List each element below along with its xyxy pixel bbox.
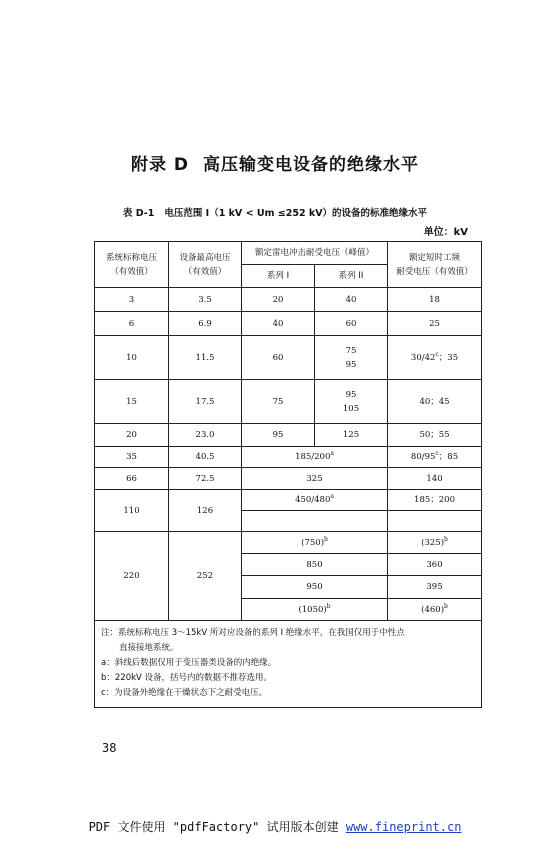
cell-max: 252 bbox=[169, 532, 242, 621]
cell-nominal: 15 bbox=[95, 380, 169, 424]
cell-max: 17.5 bbox=[169, 380, 242, 424]
table-row bbox=[95, 288, 482, 312]
table-code: 表 D-1 bbox=[122, 208, 155, 219]
cell-ac: 185；200 bbox=[388, 490, 482, 511]
table-header-row bbox=[95, 242, 482, 265]
table-row bbox=[95, 424, 482, 447]
header-lightning-impulse: 额定雷电冲击耐受电压（峰值） bbox=[242, 242, 388, 265]
header-series-1: 系列 I bbox=[242, 265, 315, 288]
header-short-time-ac bbox=[388, 242, 482, 288]
table-notes bbox=[95, 621, 482, 708]
cell-nominal: 6 bbox=[95, 312, 169, 336]
header-ac-line1: 额定短时工频 bbox=[409, 252, 461, 263]
header-max-voltage bbox=[169, 242, 242, 288]
cell-lightning bbox=[242, 599, 388, 621]
footnote-ref: b bbox=[444, 535, 448, 543]
unit-label: 单位：kV bbox=[423, 227, 468, 238]
table-row bbox=[95, 532, 482, 554]
cell-ac-extra: ；35 bbox=[438, 352, 459, 363]
table-row bbox=[95, 312, 482, 336]
cell-lightning bbox=[242, 447, 388, 468]
appendix-code: 附录 D bbox=[130, 155, 190, 175]
page-number: 38 bbox=[102, 741, 117, 755]
cell-series-2 bbox=[315, 380, 388, 424]
pdf-footer bbox=[0, 818, 550, 835]
header-ac-line2: 耐受电压（有效值） bbox=[396, 266, 473, 277]
note-b: b：220kV 设备，括号内的数据不推荐选用。 bbox=[101, 673, 273, 683]
cell-series-2: 60 bbox=[315, 312, 388, 336]
cell-series-2-value-b: 105 bbox=[342, 403, 360, 414]
header-nominal-line2: （有效值） bbox=[110, 266, 153, 277]
cell-series-1: 95 bbox=[242, 424, 315, 447]
footnote-ref: b bbox=[326, 602, 331, 610]
cell-series-2 bbox=[315, 336, 388, 380]
footnote-ref: c bbox=[435, 350, 439, 358]
cell-max: 126 bbox=[169, 490, 242, 532]
footnote-ref: a bbox=[330, 493, 334, 501]
table-row bbox=[95, 447, 482, 468]
cell-series-1: 75 bbox=[242, 380, 315, 424]
cell-ac: 140 bbox=[388, 468, 482, 490]
cell-series-2: 125 bbox=[315, 424, 388, 447]
cell-ac: 360 bbox=[388, 554, 482, 576]
cell-ac-main: (460) bbox=[421, 604, 445, 615]
footer-text: PDF 文件使用 "pdfFactory" 试用版本创建 bbox=[88, 820, 339, 834]
cell-nominal: 10 bbox=[95, 336, 169, 380]
cell-ac bbox=[388, 532, 482, 554]
note-a: a：斜线后数据仅用于变压器类设备的内绝缘。 bbox=[101, 658, 277, 668]
appendix-title bbox=[0, 150, 550, 175]
cell-max: 6.9 bbox=[169, 312, 242, 336]
cell-max: 3.5 bbox=[169, 288, 242, 312]
table-caption-text: 电压范围 I（1 kV < Um ≤252 kV）的设备的标准绝缘水平 bbox=[164, 208, 428, 219]
note-c: c：为设备外绝缘在干燥状态下之耐受电压。 bbox=[101, 688, 268, 698]
footnote-ref: c bbox=[435, 450, 439, 458]
cell-ac-main: 30/42 bbox=[410, 352, 436, 363]
cell-series-2: 40 bbox=[315, 288, 388, 312]
footer-link[interactable]: www.fineprint.cn bbox=[345, 820, 462, 834]
appendix-heading-text: 高压输变电设备的绝缘水平 bbox=[203, 155, 420, 175]
cell-max: 11.5 bbox=[169, 336, 242, 380]
cell-lightning-value: 450/480 bbox=[295, 495, 331, 505]
table-caption bbox=[0, 205, 550, 219]
footnote-ref: b bbox=[444, 602, 448, 610]
cell-nominal: 110 bbox=[95, 490, 169, 532]
cell-ac-extra: ；85 bbox=[438, 452, 459, 462]
table-row bbox=[95, 490, 482, 511]
cell-ac-main: (325) bbox=[421, 537, 445, 548]
note-main-line2: 直接接地系统。 bbox=[119, 643, 179, 653]
cell-lightning: 325 bbox=[242, 468, 388, 490]
cell-series-1: 20 bbox=[242, 288, 315, 312]
cell-series-2-value-a: 95 bbox=[345, 389, 357, 400]
cell-nominal: 220 bbox=[95, 532, 169, 621]
table-notes-row bbox=[95, 621, 482, 708]
footnote-ref: b bbox=[324, 535, 328, 543]
insulation-level-table bbox=[94, 241, 482, 708]
cell-lightning bbox=[242, 490, 388, 511]
table-row bbox=[95, 468, 482, 490]
cell-ac bbox=[388, 599, 482, 621]
cell-ac: 50；55 bbox=[388, 424, 482, 447]
cell-lightning-value: (750) bbox=[301, 537, 325, 548]
cell-series-1: 60 bbox=[242, 336, 315, 380]
cell-ac-main: 80/95 bbox=[410, 452, 436, 462]
table-row bbox=[95, 380, 482, 424]
cell-max: 23.0 bbox=[169, 424, 242, 447]
cell-nominal: 20 bbox=[95, 424, 169, 447]
cell-series-2-value-b: 95 bbox=[345, 359, 357, 370]
cell-ac bbox=[388, 336, 482, 380]
header-max-line1: 设备最高电压 bbox=[179, 252, 231, 263]
cell-ac-empty bbox=[388, 511, 482, 532]
footnote-ref: a bbox=[330, 450, 334, 458]
header-nominal-line1: 系统标称电压 bbox=[105, 252, 157, 263]
cell-lightning-empty bbox=[242, 511, 388, 532]
cell-lightning: 950 bbox=[242, 576, 388, 599]
header-max-line2: （有效值） bbox=[183, 266, 227, 277]
cell-ac: 25 bbox=[388, 312, 482, 336]
header-nominal-voltage bbox=[95, 242, 169, 288]
cell-max: 40.5 bbox=[169, 447, 242, 468]
cell-series-2-value-a: 75 bbox=[345, 345, 357, 356]
cell-nominal: 66 bbox=[95, 468, 169, 490]
cell-ac: 40；45 bbox=[388, 380, 482, 424]
cell-lightning-value: (1050) bbox=[298, 604, 327, 615]
cell-lightning: 850 bbox=[242, 554, 388, 576]
cell-ac bbox=[388, 447, 482, 468]
cell-series-1: 40 bbox=[242, 312, 315, 336]
cell-ac: 395 bbox=[388, 576, 482, 599]
cell-lightning bbox=[242, 532, 388, 554]
cell-ac: 18 bbox=[388, 288, 482, 312]
header-series-2: 系列 II bbox=[315, 265, 388, 288]
table-row bbox=[95, 336, 482, 380]
note-main-line1: 注：系统标称电压 3～15kV 所对应设备的系列 I 绝缘水平，在我国仅用于中性点 bbox=[101, 628, 405, 638]
cell-lightning-value: 185/200 bbox=[295, 452, 331, 462]
cell-max: 72.5 bbox=[169, 468, 242, 490]
cell-nominal: 3 bbox=[95, 288, 169, 312]
cell-nominal: 35 bbox=[95, 447, 169, 468]
